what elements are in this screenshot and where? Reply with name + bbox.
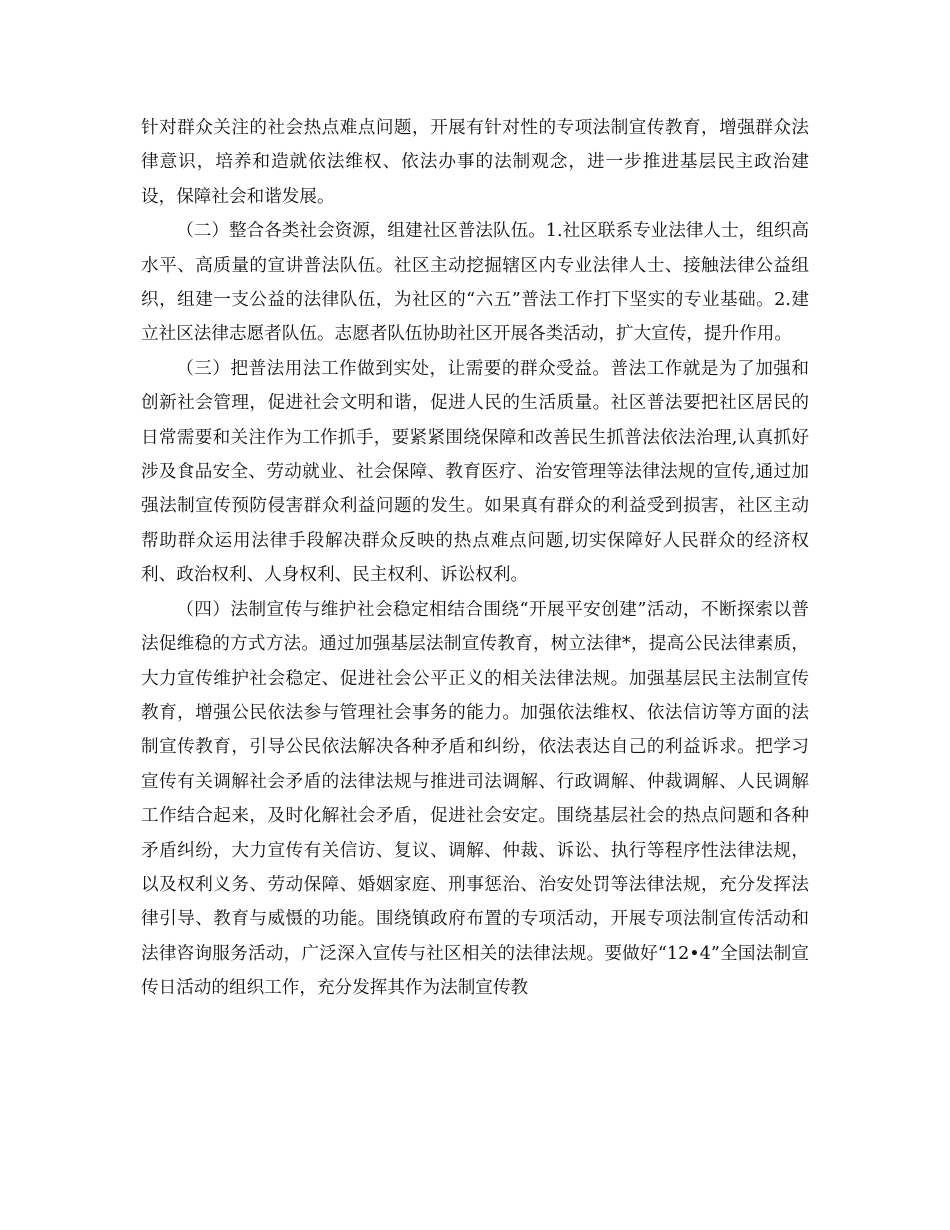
document-body <box>141 111 809 1006</box>
paragraph-social-stability: （四）法制宣传与维护社会稳定相结合围绕“开展平安创建”活动，不断探索以普法促维稳的方式方法。通过加强基层法制宣传教育，树立法律*，提高公民法律素质，大力宣传维护社会稳定、促进社会公平正义的相关法律法规。加强基层民主法制宣传教育，增强公民依法参与管理社会事务的能力。加强依法维权、依法信访等方面的法制宣传教育，引导公民依法解决各种矛盾和纠纷，依法表达自己的利益诉求。把学习宣传有关调解社会矛盾的法律法规与推进司法调解、行政调解、仲裁调解、人民调解工作结合起来，及时化解社会矛盾，促进社会安定。围绕基层社会的热点问题和各种矛盾纠纷，大力宣传有关信访、复议、调解、仲裁、诉讼、执行等程序性法律法规，以及权利义务、劳动保障、婚姻家庭、刑事惩治、治安处罚等法律法规，充分发挥法律引导、教育与威慑的功能。围绕镇政府布置的专项活动，开展专项法制宣传活动和法律咨询服务活动，广泛深入宣传与社区相关的法律法规。要做好“12•4”全国法制宣传日活动的组织工作，充分发挥其作为法制宣传教 <box>141 599 809 999</box>
paragraph-community-team: （二）整合各类社会资源，组建社区普法队伍。1.社区联系专业法律人士，组织高水平、高质量的宣讲普法队伍。社区主动挖掘辖区内专业法律人士、接触法律公益组织，组建一支公益的法律队伍，为社区的“六五”普法工作打下坚实的专业基础。2.建立社区法律志愿者队伍。志愿者队伍协助社区开展各类活动，扩大宣传，提升作用。 <box>141 221 809 345</box>
paragraph-continuation: 针对群众关注的社会热点难点问题，开展有针对性的专项法制宣传教育，增强群众法律意识，培养和造就依法维权、依法办事的法制观念，进一步推进基层民主政治建设，保障社会和谐发展。 <box>141 118 809 207</box>
paragraph-practical-benefit: （三）把普法用法工作做到实处，让需要的群众受益。普法工作就是为了加强和创新社会管理，促进社会文明和谐，促进人民的生活质量。社区普法要把社区居民的日常需要和关注作为工作抓手，要紧紧围绕保障和改善民生抓普法依法治理,认真抓好涉及食品安全、劳动就业、社会保障、教育医疗、治安管理等法律法规的宣传,通过加强法制宣传预防侵害群众利益问题的发生。如果真有群众的利益受到损害，社区主动帮助群众运用法律手段解决群众反映的热点难点问题,切实保障好人民群众的经济权利、政治权利、人身权利、民主权利、诉讼权利。 <box>141 358 809 586</box>
